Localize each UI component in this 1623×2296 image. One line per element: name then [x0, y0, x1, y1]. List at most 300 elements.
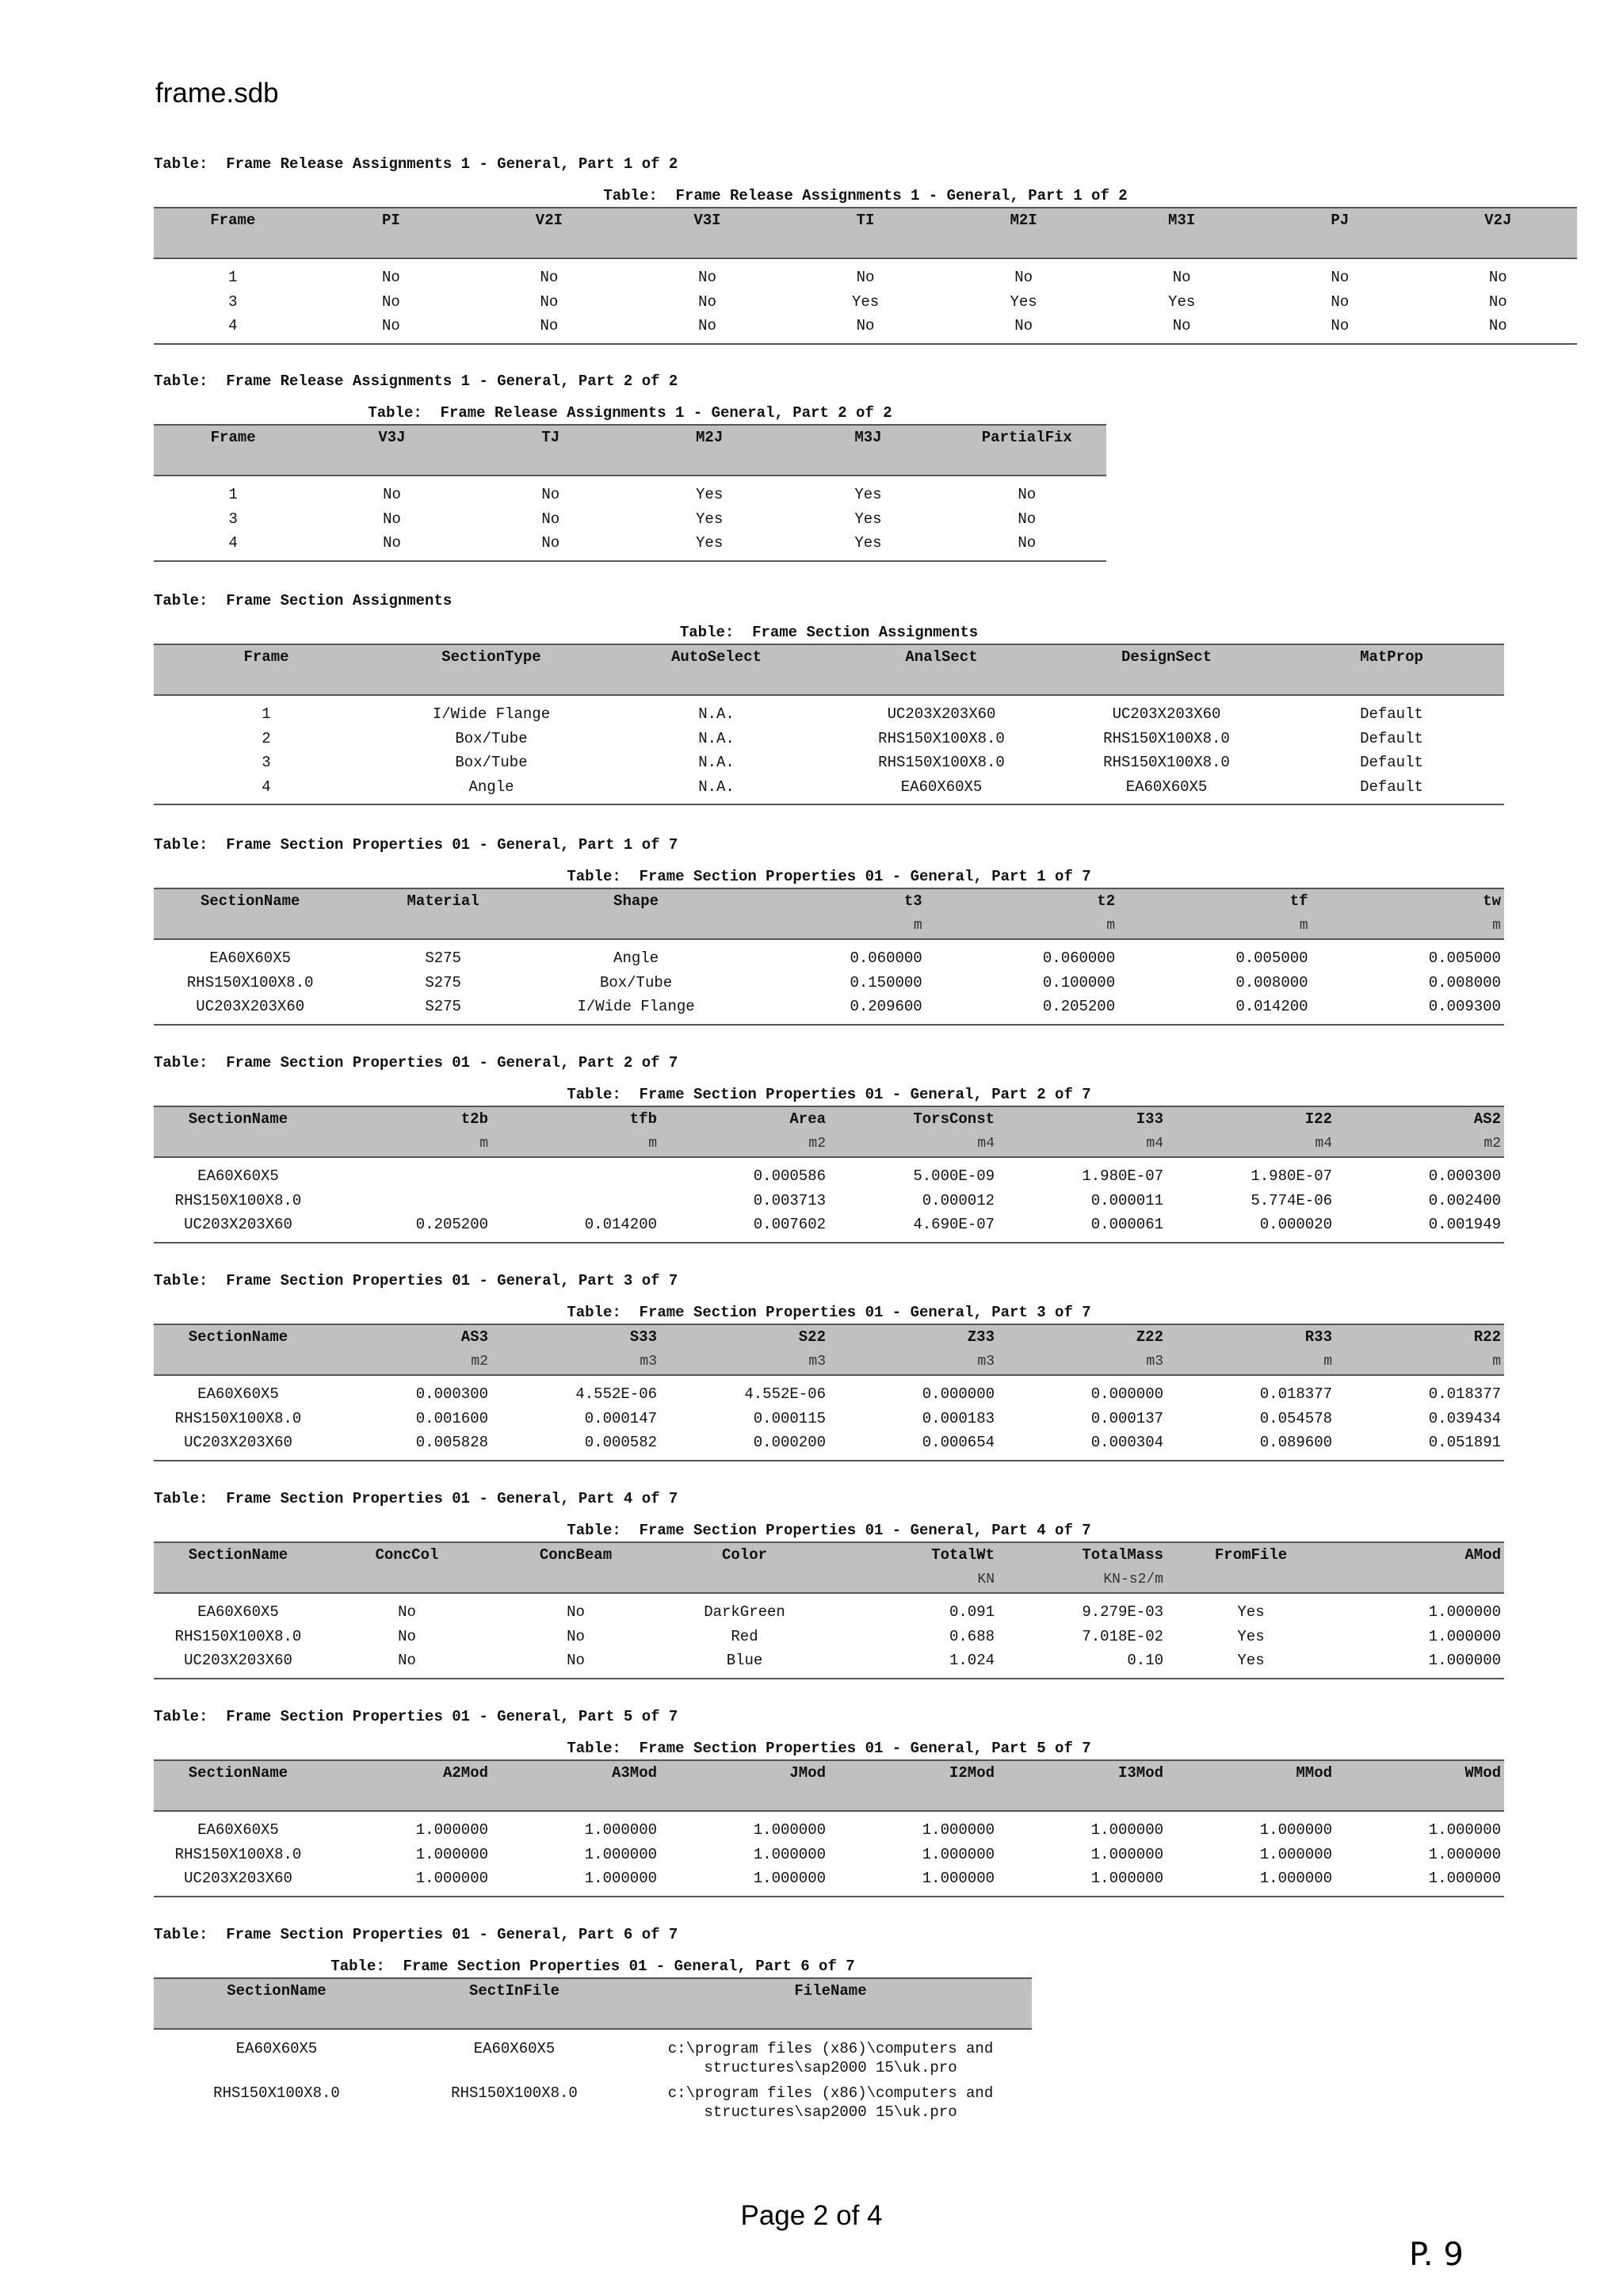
table-cell: 0.008000: [1428, 973, 1501, 991]
table-cell: No: [398, 1652, 416, 1669]
table-caption: Table: Frame Release Assignments 1 - General, Part 2 of 2: [368, 404, 892, 422]
table-cell: UC203X203X60: [184, 1652, 292, 1669]
column-header: AS2: [1473, 1110, 1501, 1128]
table-row: [154, 1382, 1504, 1407]
table-cell: 0.000304: [1090, 1434, 1163, 1451]
column-header: WMod: [1465, 1764, 1501, 1782]
table-cell: 0.100000: [1042, 973, 1116, 991]
column-header: Color: [721, 1546, 767, 1564]
unit-label: m: [1323, 1354, 1332, 1370]
table-cell: UC203X203X60: [184, 1216, 292, 1233]
unit-label: m4: [977, 1136, 995, 1152]
table-cell: No: [1488, 317, 1507, 334]
table-cell: DarkGreen: [704, 1603, 785, 1621]
column-header: Shape: [613, 892, 659, 910]
table-cell: 1.000000: [1090, 1821, 1163, 1839]
table-caption: Table: Frame Release Assignments 1 - General, Part 1 of 2: [603, 187, 1128, 204]
table-cell: 1.000000: [753, 1870, 826, 1887]
table-cell: Yes: [1168, 292, 1196, 311]
table-cell: [491, 1164, 660, 1189]
table-cell: 0.051891: [1428, 1434, 1501, 1451]
column-header: I22: [1304, 1110, 1332, 1128]
header-row: [154, 1107, 1504, 1132]
table-row: [154, 2036, 1032, 2080]
table-header: [154, 644, 1504, 696]
table-cell: Yes: [1237, 1603, 1265, 1621]
column-header: A3Mod: [611, 1764, 657, 1782]
table-cell: 1.000000: [584, 1821, 657, 1839]
table-cell: EA60X60X5: [473, 2040, 556, 2057]
column-header: S22: [798, 1328, 826, 1346]
column-header: I3Mod: [1117, 1764, 1163, 1782]
document-title: frame.sdb: [155, 78, 279, 109]
table-row: [154, 702, 1504, 727]
unit-label: m2: [1484, 1136, 1501, 1152]
column-header: tw: [1483, 892, 1501, 910]
header-row: [154, 1979, 1032, 2004]
table-cell: c:\program files (x86)\computers and structures\sap2000 15\uk.pro: [667, 2084, 994, 2121]
column-header: M3J: [854, 429, 882, 446]
unit-label: [346, 914, 539, 938]
table-cell: No: [1014, 269, 1033, 286]
column-header: Area: [789, 1110, 826, 1128]
table-cell: Default: [1360, 777, 1423, 796]
header-row: [154, 1761, 1504, 1786]
table-cell: 9.279E-03: [1082, 1603, 1163, 1621]
table-cell: 0.000000: [922, 1385, 995, 1403]
table-cell: 7.018E-02: [1082, 1627, 1163, 1645]
table-row: [154, 290, 1577, 315]
table-cell: S275: [425, 998, 461, 1015]
table-body: [154, 1594, 1504, 1679]
unit-label: m: [913, 918, 922, 934]
table-cell: 0.000061: [1090, 1216, 1163, 1233]
table-header: [154, 1541, 1504, 1594]
column-header: TJ: [541, 429, 560, 446]
table-cell: RHS150X100X8.0: [213, 2084, 340, 2102]
column-header: AS3: [460, 1328, 488, 1346]
column-header: PJ: [1331, 212, 1350, 229]
column-header: TI: [856, 212, 875, 229]
table-section-properties-part-3: [154, 1270, 1504, 1461]
table-cell: Yes: [696, 534, 724, 552]
column-header: MMod: [1296, 1764, 1332, 1782]
column-header: Material: [407, 892, 479, 910]
table-cell: No: [856, 269, 875, 286]
table-cell: 0.000300: [415, 1385, 488, 1403]
unit-label: m2: [471, 1354, 488, 1370]
unit-label: [323, 1568, 491, 1592]
unit-label: m4: [1146, 1136, 1163, 1152]
unit-label: m3: [808, 1354, 826, 1370]
unit-label: m3: [977, 1354, 995, 1370]
column-header: TotalWt: [931, 1546, 995, 1564]
table-cell: 1.000000: [922, 1845, 995, 1863]
table-header: [154, 888, 1504, 940]
table-heading: Table: Frame Release Assignments 1 - General, Part 1 of 2: [154, 155, 678, 173]
table-cell: N.A.: [698, 729, 735, 747]
header-row: [154, 645, 1504, 670]
table-body: [154, 696, 1504, 805]
table-cell: No: [1488, 269, 1507, 286]
table-cell: 3: [262, 754, 271, 771]
table-cell: 1.000000: [922, 1870, 995, 1887]
table-heading: Table: Frame Section Properties 01 - General, Part 2 of 7: [154, 1054, 678, 1072]
table-body: [154, 1376, 1504, 1461]
table-cell: Box/Tube: [455, 729, 528, 747]
column-header: SectionName: [227, 1982, 327, 2000]
table-section-properties-part-5: [154, 1706, 1504, 1897]
table-cell: 0.000012: [922, 1191, 995, 1209]
table-cell: No: [383, 510, 401, 528]
table-cell: 5.774E-06: [1251, 1191, 1332, 1209]
table-cell: No: [1014, 317, 1033, 334]
table-heading: Table: Frame Section Properties 01 - General, Part 4 of 7: [154, 1490, 678, 1507]
table-cell: N.A.: [698, 777, 735, 796]
column-header: ConcCol: [375, 1546, 439, 1564]
table-cell: 0.000586: [753, 1167, 826, 1185]
unit-label: [660, 1568, 829, 1592]
column-header: tfb: [629, 1110, 657, 1128]
table-cell: 1.000000: [753, 1821, 826, 1839]
column-header: R33: [1304, 1328, 1332, 1346]
column-header: V2J: [1484, 212, 1512, 229]
table-header: [154, 1977, 1032, 2030]
column-header: FileName: [794, 1982, 867, 2000]
table-cell: Yes: [1010, 292, 1037, 311]
table-cell: 0.150000: [850, 973, 922, 991]
table-cell: 1.000000: [584, 1845, 657, 1863]
table-caption: Table: Frame Section Properties 01 - General, Part 6 of 7: [330, 1958, 855, 1975]
table-cell: 0.060000: [850, 949, 922, 967]
column-header: SectionType: [441, 648, 541, 666]
unit-label: m2: [808, 1136, 826, 1152]
column-header: V2I: [535, 212, 563, 229]
table-cell: EA60X60X5: [900, 777, 983, 796]
table-cell: I/Wide Flange: [577, 998, 695, 1015]
table-cell: 1.000000: [1090, 1870, 1163, 1887]
table-cell: N.A.: [698, 705, 735, 723]
table-cell: No: [567, 1652, 585, 1669]
table-cell: 4: [262, 777, 271, 796]
table-body: [154, 940, 1504, 1026]
table-row: [154, 314, 1577, 338]
table-cell: EA60X60X5: [197, 1603, 279, 1621]
table-cell: [491, 1189, 660, 1213]
table-row: [154, 1600, 1504, 1625]
table-cell: 0.000147: [584, 1409, 657, 1427]
table-cell: 1.980E-07: [1082, 1167, 1163, 1185]
unit-label: KN-s2/m: [1103, 1572, 1163, 1587]
units-row: [154, 1568, 1504, 1592]
table-cell: 3: [228, 510, 238, 528]
table-cell: 1: [262, 705, 271, 723]
table-cell: 0.000300: [1428, 1167, 1501, 1185]
table-cell: No: [856, 317, 875, 334]
table-row: [154, 531, 1106, 556]
table-cell: Yes: [1237, 1652, 1265, 1669]
table-cell: 4: [228, 317, 238, 334]
unit-label: m3: [1146, 1354, 1163, 1370]
table-heading: Table: Frame Section Assignments: [154, 592, 453, 609]
table-cell: RHS150X100X8.0: [878, 754, 1005, 771]
table-section-properties-part-1: [154, 834, 1504, 1026]
table-cell: Default: [1360, 754, 1423, 771]
table-caption: Table: Frame Section Properties 01 - General, Part 2 of 7: [567, 1086, 1091, 1103]
table-cell: UC203X203X60: [887, 705, 996, 723]
table-cell: 0.002400: [1428, 1191, 1501, 1209]
table-cell: 1.000000: [1259, 1821, 1332, 1839]
table-row: [154, 1625, 1504, 1649]
table-cell: No: [1018, 534, 1037, 552]
table-cell: 1.000000: [922, 1821, 995, 1839]
table-row: [154, 2080, 1032, 2125]
table-cell: UC203X203X60: [184, 1434, 292, 1451]
header-row: [154, 889, 1504, 914]
table-cell: Blue: [726, 1652, 763, 1669]
column-header: t2: [1097, 892, 1116, 910]
table-cell: Angle: [468, 777, 514, 796]
table-cell: Default: [1360, 729, 1423, 747]
table-cell: 0.688: [949, 1627, 995, 1645]
unit-label: [154, 1132, 323, 1156]
table-cell: Box/Tube: [599, 973, 673, 991]
table-cell: Red: [731, 1627, 758, 1645]
table-cell: S275: [425, 949, 461, 967]
unit-label: m: [1492, 918, 1501, 934]
table-cell: No: [541, 510, 560, 528]
table-cell: No: [698, 292, 716, 311]
table-header: [154, 207, 1577, 259]
table-row: [154, 1843, 1504, 1867]
table-cell: 0.005000: [1428, 949, 1501, 967]
table-cell: Yes: [854, 510, 882, 528]
unit-label: KN: [977, 1572, 995, 1587]
column-header: AnalSect: [905, 648, 978, 666]
table-row: [154, 507, 1106, 532]
table-cell: 4.552E-06: [575, 1385, 657, 1403]
table-cell: 1.000000: [1090, 1845, 1163, 1863]
table-cell: No: [1018, 510, 1037, 528]
table-body: [154, 1812, 1504, 1897]
table-cell: 5.000E-09: [913, 1167, 995, 1185]
table-cell: 0.009300: [1428, 998, 1501, 1015]
table-row: [154, 751, 1504, 775]
table-cell: RHS150X100X8.0: [451, 2084, 578, 2102]
table-cell: S275: [425, 973, 461, 991]
unit-label: [491, 1568, 660, 1592]
column-header: V3J: [378, 429, 406, 446]
table-cell: 0.089600: [1259, 1434, 1332, 1451]
table-cell: 0.000200: [753, 1434, 826, 1451]
column-header: SectionName: [188, 1110, 288, 1128]
table-cell: Yes: [851, 292, 880, 311]
table-caption: Table: Frame Section Properties 01 - General, Part 4 of 7: [567, 1522, 1091, 1539]
table-cell: RHS150X100X8.0: [174, 1191, 302, 1209]
table-section-frame-section-assignments: [154, 590, 1504, 805]
header-row: [154, 208, 1577, 233]
table-cell: UC203X203X60: [1112, 705, 1221, 723]
header-row: [154, 1543, 1504, 1568]
column-header: AMod: [1465, 1546, 1501, 1564]
unit-label: m: [479, 1136, 488, 1152]
table-caption: Table: Frame Section Properties 01 - General, Part 5 of 7: [567, 1740, 1091, 1757]
table-cell: 1.000000: [1428, 1845, 1501, 1863]
table-cell: RHS150X100X8.0: [1103, 729, 1230, 747]
table-cell: 0.005828: [415, 1434, 488, 1451]
table-cell: RHS150X100X8.0: [174, 1409, 302, 1427]
table-row: [154, 971, 1504, 995]
table-heading: Table: Frame Section Properties 01 - General, Part 5 of 7: [154, 1708, 678, 1725]
column-header: MatProp: [1360, 648, 1423, 666]
units-row: [154, 1350, 1504, 1374]
table-row: [154, 1431, 1504, 1455]
table-cell: No: [1331, 269, 1350, 286]
table-cell: 0.001949: [1428, 1216, 1501, 1233]
table-cell: 0.039434: [1428, 1409, 1501, 1427]
table-cell: 1: [228, 486, 238, 503]
table-cell: 1.000000: [1428, 1627, 1501, 1645]
table-cell: 0.000020: [1259, 1216, 1332, 1233]
table-cell: RHS150X100X8.0: [878, 729, 1005, 747]
column-header: Frame: [210, 212, 256, 229]
table-heading: Table: Frame Section Properties 01 - General, Part 6 of 7: [154, 1926, 678, 1943]
table-cell: 0.008000: [1235, 973, 1308, 991]
column-header: SectionName: [188, 1546, 288, 1564]
column-header: Z22: [1136, 1328, 1163, 1346]
table-row: [154, 1213, 1504, 1237]
table-cell: 1.000000: [1428, 1652, 1501, 1669]
table-body: [154, 259, 1577, 345]
table-row: [154, 483, 1106, 507]
table-body: [154, 2030, 1032, 2130]
table-cell: 1.000000: [1259, 1845, 1332, 1863]
table-cell: 1.000000: [1428, 1821, 1501, 1839]
table-cell: 0.001600: [415, 1409, 488, 1427]
column-header: Z33: [967, 1328, 995, 1346]
table-cell: 1: [228, 269, 238, 286]
table-cell: UC203X203X60: [184, 1870, 292, 1887]
column-header: SectInFile: [468, 1982, 560, 2000]
column-header: A2Mod: [442, 1764, 488, 1782]
table-cell: 0.10: [1127, 1652, 1163, 1669]
table-cell: 0.014200: [584, 1216, 657, 1233]
table-cell: No: [1172, 317, 1191, 334]
table-cell: 0.091: [949, 1603, 995, 1621]
table-cell: Yes: [854, 534, 882, 552]
table-cell: No: [383, 534, 401, 552]
table-cell: No: [398, 1603, 416, 1621]
column-header: t3: [903, 892, 922, 910]
table-row: [154, 1818, 1504, 1843]
unit-label: m: [1299, 918, 1308, 934]
table-cell: 0.205200: [415, 1216, 488, 1233]
table-cell: 1.000000: [753, 1845, 826, 1863]
table-cell: 0.000011: [1090, 1191, 1163, 1209]
table-cell: 4.552E-06: [744, 1385, 826, 1403]
table-caption: Table: Frame Section Properties 01 - General, Part 3 of 7: [567, 1304, 1091, 1321]
table-cell: 1.000000: [1428, 1603, 1501, 1621]
table-cell: 0.054578: [1259, 1409, 1332, 1427]
table-row: [154, 995, 1504, 1019]
table-header: [154, 1106, 1504, 1158]
table-cell: 0.209600: [850, 998, 922, 1015]
table-cell: RHS150X100X8.0: [174, 1627, 302, 1645]
table-cell: RHS150X100X8.0: [1103, 754, 1230, 771]
table-cell: RHS150X100X8.0: [186, 973, 314, 991]
table-cell: Angle: [613, 949, 659, 967]
table-row: [154, 946, 1504, 971]
table-cell: 3: [228, 292, 238, 311]
table-cell: Yes: [854, 486, 882, 503]
table-cell: 1.000000: [415, 1845, 488, 1863]
table-cell: 0.205200: [1042, 998, 1116, 1015]
column-header: JMod: [789, 1764, 826, 1782]
table-cell: Yes: [696, 486, 724, 503]
column-header: S33: [629, 1328, 657, 1346]
column-header: SectionName: [188, 1328, 288, 1346]
table-row: [154, 1407, 1504, 1431]
table-cell: No: [381, 269, 400, 286]
column-header: I33: [1136, 1110, 1163, 1128]
table-cell: [323, 1164, 491, 1189]
table-heading: Table: Frame Section Properties 01 - General, Part 1 of 7: [154, 836, 678, 854]
table-cell: 1.000000: [415, 1870, 488, 1887]
column-header: M2J: [696, 429, 724, 446]
table-cell: No: [381, 317, 400, 334]
table-cell: No: [540, 292, 559, 311]
table-row: [154, 1189, 1504, 1213]
table-section-properties-part-6: [154, 1924, 1032, 2130]
table-cell: No: [381, 292, 400, 311]
table-cell: EA60X60X5: [197, 1385, 279, 1403]
unit-label: m4: [1315, 1136, 1332, 1152]
table-header: [154, 1324, 1504, 1376]
table-section-frame-release-1: [154, 153, 1577, 345]
table-body: [154, 1158, 1504, 1244]
table-cell: [323, 1189, 491, 1213]
table-cell: 0.018377: [1428, 1385, 1501, 1403]
table-cell: 0.003713: [753, 1191, 826, 1209]
table-cell: Default: [1360, 705, 1423, 723]
table-cell: No: [541, 486, 560, 503]
column-header: V3I: [693, 212, 721, 229]
table-caption: Table: Frame Section Assignments: [679, 624, 979, 641]
column-header: FromFile: [1214, 1546, 1288, 1564]
table-cell: c:\program files (x86)\computers and structures\sap2000 15\uk.pro: [667, 2040, 994, 2076]
table-cell: 0.007602: [753, 1216, 826, 1233]
table-cell: EA60X60X5: [235, 2040, 318, 2057]
column-header: TotalMass: [1082, 1546, 1163, 1564]
table-cell: 0.000137: [1090, 1409, 1163, 1427]
table-cell: Box/Tube: [455, 754, 528, 771]
table-cell: 1.000000: [1259, 1870, 1332, 1887]
table-cell: No: [698, 317, 716, 334]
column-header: M3I: [1168, 212, 1196, 229]
table-cell: RHS150X100X8.0: [174, 1845, 302, 1863]
column-header: ConcBeam: [539, 1546, 613, 1564]
column-header: AutoSelect: [670, 648, 762, 666]
table-cell: I/Wide Flange: [432, 705, 551, 723]
unit-label: [154, 1568, 323, 1592]
units-row: [154, 1132, 1504, 1156]
table-row: [154, 1866, 1504, 1891]
table-cell: EA60X60X5: [1125, 777, 1208, 796]
page-number: P. 9: [1409, 2237, 1464, 2273]
unit-label: m: [1106, 918, 1116, 934]
table-cell: No: [567, 1627, 585, 1645]
table-cell: No: [567, 1603, 585, 1621]
